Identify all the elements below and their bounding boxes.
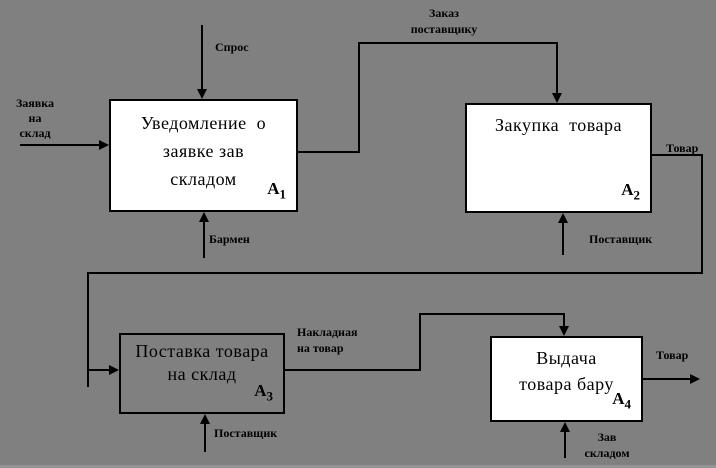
- line-barmen: [203, 220, 205, 258]
- arrowhead-into-a1-top: [197, 89, 207, 99]
- label-line: складом: [584, 446, 630, 460]
- arrowhead-into-a2-top: [552, 93, 562, 103]
- line-into-a3-h: [87, 369, 109, 371]
- label-line: на: [28, 111, 42, 125]
- box-a4-title-line: Выдача: [536, 348, 597, 368]
- box-a3-title-line: Поставка товара: [135, 341, 269, 361]
- arrowhead-into-a2-bottom: [558, 213, 568, 223]
- line-spros: [201, 25, 203, 91]
- line-zayavka-input: [20, 144, 100, 146]
- label-spros: [215, 40, 249, 55]
- label-line: Спрос: [215, 40, 249, 54]
- box-a2-title-line: Закупка товара: [495, 115, 622, 135]
- label-nakladnaya-na-tovar: [297, 324, 357, 356]
- box-a1-title-line: Уведомление о: [140, 113, 267, 133]
- box-a3-title-line: на склад: [167, 364, 237, 384]
- box-a1-title-line: складом: [170, 169, 237, 189]
- label-line: Поставщик: [214, 426, 278, 440]
- line-postavshchik-a3: [204, 422, 206, 452]
- line-zakaz-h: [358, 42, 558, 44]
- box-a4-title-line: товара бару: [519, 374, 614, 394]
- label-line: Бармен: [209, 232, 250, 246]
- line-a3-out-h: [285, 369, 420, 371]
- line-a1-out-h: [298, 151, 359, 153]
- line-zakaz-down: [556, 42, 558, 95]
- box-a2-code: $A_2$: [621, 179, 640, 202]
- box-a1-title-line: заявке зав: [162, 141, 245, 161]
- arrowhead-into-a4-bottom: [560, 422, 570, 432]
- label-zav-skladom: [579, 429, 635, 461]
- line-nakladnaya-h: [419, 313, 565, 315]
- label-barmen: [209, 232, 250, 247]
- activity-box-a2: [465, 103, 652, 213]
- activity-box-a4: [490, 336, 643, 422]
- arrowhead-into-a3-left: [109, 365, 119, 375]
- line-postavshchik-a2: [562, 221, 564, 255]
- arrowhead-into-a4-top: [559, 326, 569, 336]
- activity-box-a3: [119, 333, 285, 414]
- label-line: Товар: [656, 348, 689, 362]
- label-postavshchik-a3: [214, 426, 277, 441]
- label-line: Товар: [666, 141, 699, 155]
- label-zayavka-na-sklad: [10, 96, 60, 141]
- label-tovar-from-a2: [666, 141, 698, 156]
- label-line: Зав: [597, 430, 617, 444]
- arrowhead-a4-output: [690, 374, 700, 384]
- label-line: Заявка: [15, 96, 55, 110]
- line-a3-out-up: [419, 314, 421, 371]
- label-postavshchik-a2: [589, 232, 652, 247]
- arrowhead-into-a1-left: [99, 140, 109, 150]
- label-line: Накладная: [297, 325, 358, 339]
- arrowhead-into-a1-bottom: [199, 212, 209, 222]
- box-a3-code: $A_3$: [254, 380, 273, 403]
- label-line: Поставщик: [589, 232, 653, 246]
- line-a4-out-h: [643, 378, 691, 380]
- box-a4-code: $A_4$: [612, 388, 631, 411]
- activity-box-a1: [109, 99, 298, 212]
- label-line: поставщику: [410, 22, 478, 36]
- label-line: Заказ: [429, 6, 459, 20]
- label-line: склад: [19, 126, 51, 140]
- box-a2-title: [467, 105, 650, 138]
- box-a3-title: [121, 335, 283, 386]
- label-line: на товар: [297, 341, 344, 355]
- line-feedback-long-h: [87, 272, 703, 274]
- arrowhead-into-a3-bottom: [200, 414, 210, 424]
- label-tovar-from-a4: [656, 348, 688, 363]
- line-a1-out-up: [358, 42, 360, 153]
- line-zav-skladom: [564, 430, 566, 458]
- line-feedback-down-right: [701, 154, 703, 274]
- label-zakaz-postavshchiku: [400, 5, 488, 37]
- box-a1-code: $A_1$: [267, 178, 286, 201]
